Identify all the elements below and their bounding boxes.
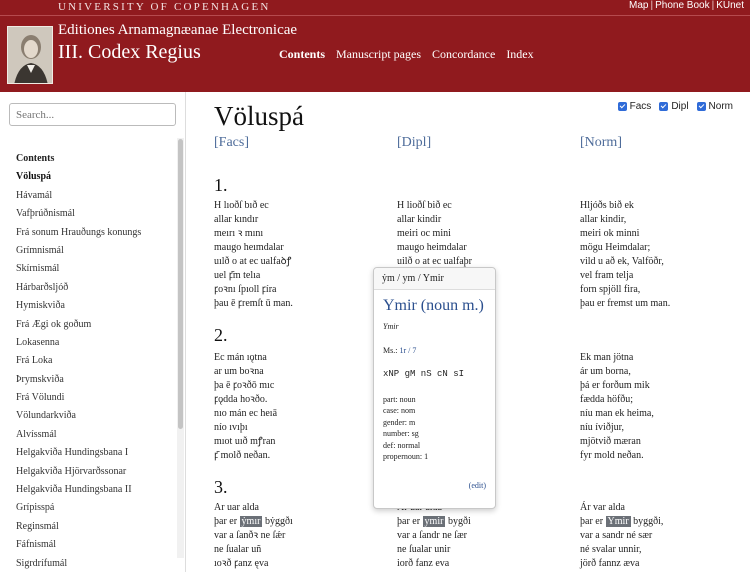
verse-line[interactable]: nío ıvıþı <box>214 422 248 433</box>
verse-line[interactable]: mögu Heimdalar; <box>580 242 651 253</box>
grammar-line: number: sg <box>383 429 419 439</box>
grammar-line: case: nom <box>383 406 416 416</box>
verse-line[interactable]: allar kindir, <box>580 214 627 225</box>
phone-book-link[interactable]: Phone Book <box>655 0 710 11</box>
checkbox-checked-icon[interactable] <box>697 102 706 111</box>
verse-line[interactable]: fyr mold neðan. <box>580 450 644 461</box>
verse-line[interactable]: var a ſanðꝛ ne ſǽr <box>214 530 286 541</box>
verse-line[interactable]: nıo mán ec heıā <box>214 408 278 419</box>
verse-line[interactable]: meırı ꝛ mını <box>214 228 264 239</box>
sidebar-scroll-thumb[interactable] <box>178 139 183 429</box>
norm-toggle[interactable] <box>697 101 733 112</box>
toc-item-voluspa[interactable]: Völuspá <box>16 171 52 183</box>
verse-line[interactable]: níu íviðjur, <box>580 422 625 433</box>
dipl-column-link[interactable]: [Dipl] <box>397 135 432 150</box>
verse-line[interactable] <box>214 515 293 529</box>
verse-line[interactable]: þá er forðum mik <box>580 380 650 391</box>
verse-line[interactable]: forn spjöll fira, <box>580 284 641 295</box>
popup-edit-link[interactable]: (edit) <box>468 481 486 490</box>
nav-contents[interactable]: Contents <box>279 47 326 61</box>
verse-line[interactable]: maugo heımdalar <box>214 242 284 253</box>
grammar-line: propernoun: 1 <box>383 452 429 462</box>
verse-line[interactable]: uılð o at ec ualfaꝺꝭ <box>214 256 292 267</box>
popup-lemma[interactable]: Ymir (noun m.) <box>383 297 484 314</box>
toggle-label: Facs <box>629 101 652 112</box>
popup-morph-code: xNP gM nS cN sI <box>383 369 465 379</box>
facs-column-link[interactable]: [Facs] <box>214 135 249 150</box>
toc-heading: Contents <box>16 153 55 164</box>
word-info-popup <box>373 267 496 509</box>
codex-title[interactable]: III. Codex Regius <box>58 41 201 63</box>
verse-line[interactable]: H lıoðſ bıð ec <box>214 200 269 211</box>
header-divider <box>0 15 750 16</box>
toc-item[interactable]: Helgakviða Hundingsbana II <box>16 484 132 496</box>
verse-line[interactable]: mıot uıð mꝭran <box>214 436 276 447</box>
popup-header: ẏm / ym / Ymir <box>374 268 495 290</box>
verse-line[interactable]: ar um boꝛna <box>214 366 264 377</box>
toc-item[interactable]: Alvíssmál <box>16 428 57 440</box>
verse-line[interactable]: þau er fremst um man. <box>580 298 671 309</box>
checkbox-checked-icon[interactable] <box>659 102 668 111</box>
verse-line[interactable]: ne ſualar uñ <box>214 544 262 555</box>
university-bar <box>0 0 750 14</box>
word[interactable]: bẏggðı <box>262 516 293 527</box>
toc-item[interactable]: Frá Loka <box>16 355 53 367</box>
verse-line[interactable]: Ek man jötna <box>580 352 634 363</box>
verse-line[interactable] <box>580 515 663 529</box>
verse-line[interactable]: allar kindir <box>397 214 442 225</box>
toc-item[interactable]: Sigrdrífumál <box>16 557 68 569</box>
word[interactable]: þar er <box>397 516 423 527</box>
verse-line[interactable]: vel fram telja <box>580 270 634 281</box>
verse-line[interactable]: uilð o at ec ualfaþr <box>397 256 472 267</box>
table-of-contents <box>16 152 141 572</box>
verse-line[interactable]: þau ē ꝼremſt ū man. <box>214 298 293 309</box>
verse-line[interactable]: uel ꝼ̄m telıa <box>214 270 261 281</box>
sidebar <box>0 92 186 572</box>
view-toggles <box>618 101 733 112</box>
toc-item[interactable]: Hymiskviða <box>16 300 65 312</box>
nav-concordance[interactable]: Concordance <box>432 47 496 61</box>
search-input[interactable] <box>9 103 176 126</box>
stanza-number: 2. <box>214 325 228 345</box>
university-name[interactable]: UNIVERSITY OF COPENHAGEN <box>58 1 271 13</box>
verse-line[interactable]: Ec mán ıǫtna <box>214 352 267 363</box>
verse-line[interactable]: né svalar unnir, <box>580 544 642 555</box>
toc-item[interactable]: Frá Völundi <box>16 392 65 404</box>
popup-grammar <box>383 394 428 462</box>
verse-line[interactable]: allar kındır <box>214 214 259 225</box>
university-links: Map | Phone Book | KUnet <box>629 0 744 11</box>
page-title: Völuspá <box>214 101 304 131</box>
verse-line[interactable]: Ár var alda <box>580 502 625 513</box>
nav-index[interactable]: Index <box>506 47 534 61</box>
verse-line[interactable]: ıoꝛð ꝼanz ęva <box>214 558 269 569</box>
verse-line[interactable]: ꝼ̄ molð neðan. <box>214 450 271 461</box>
verse-line[interactable]: Ar uar alda <box>214 502 259 513</box>
toc-item[interactable]: Helgakviða Hundingsbana I <box>16 447 129 459</box>
highlighted-word[interactable]: ẏmır <box>241 516 261 527</box>
dipl-stanza <box>397 199 472 269</box>
verse-line[interactable]: maugo heimdalar <box>397 242 467 253</box>
verse-line[interactable]: iorð fanz eva <box>397 558 450 569</box>
grammar-line: part: noun <box>383 395 416 404</box>
toc-item[interactable]: Frá Ægi ok goðum <box>16 318 92 330</box>
verse-line[interactable]: þa ē ꝼoꝛðō mıc <box>214 380 275 391</box>
toggle-label: Norm <box>708 101 733 112</box>
verse-line[interactable]: vild u að ek, Valföðr, <box>580 256 664 267</box>
toc-item[interactable]: Grípisspá <box>16 502 55 514</box>
site-header <box>0 0 750 92</box>
verse-line[interactable]: ꝼoꝛnı ſpıoll ꝼíra <box>214 284 277 295</box>
verse-line[interactable]: H lioðſ bið ec <box>397 200 452 211</box>
toc-item[interactable]: Völundarkviða <box>16 410 76 422</box>
checkbox-checked-icon[interactable] <box>618 102 627 111</box>
stanza-number: 3. <box>214 477 228 497</box>
verse-line[interactable]: mjötvið mæran <box>580 436 641 447</box>
verse-line[interactable]: fædda höfðu; <box>580 394 634 405</box>
verse-line[interactable]: meiri oc mini <box>397 228 451 239</box>
norm-stanza <box>580 199 670 311</box>
facs-stanza <box>214 501 293 571</box>
toc-item[interactable]: Hávamál <box>16 189 53 201</box>
toc-item[interactable]: Helgakviða Hjörvarðssonar <box>16 465 127 477</box>
facs-stanza <box>214 351 277 463</box>
toc-item[interactable]: Hárbarðsljóð <box>16 281 69 293</box>
verse-line[interactable]: ne ſualar unir <box>397 544 451 555</box>
facs-stanza <box>214 199 293 311</box>
facs-toggle[interactable] <box>618 101 652 112</box>
highlighted-word[interactable]: ymir <box>424 516 444 527</box>
ms-page-link[interactable]: 1r / 7 <box>399 346 417 355</box>
verse-line[interactable]: var a ſandr ne ſær <box>397 530 467 541</box>
dipl-toggle[interactable] <box>659 101 688 112</box>
toggle-label: Dipl <box>671 101 689 112</box>
toc-item[interactable]: Reginsmál <box>16 520 59 532</box>
verse-line[interactable]: ꝼǫdda hoꝛðo. <box>214 394 268 405</box>
verse-line[interactable]: meiri ok minni <box>580 228 640 239</box>
verse-line[interactable]: Hljóðs bið ek <box>580 200 634 211</box>
grammar-line: gender: m <box>383 417 416 427</box>
ms-label: Ms.: <box>383 346 398 355</box>
highlighted-word[interactable]: Ymir <box>607 516 629 527</box>
word[interactable]: bygði <box>445 516 471 527</box>
grammar-line: def: normal <box>383 440 421 450</box>
portrait-image[interactable] <box>7 26 53 84</box>
toc-item[interactable]: Skírnismál <box>16 263 60 275</box>
toc-item[interactable]: Grímnismál <box>16 244 64 256</box>
project-title[interactable]: Editiones Arnamagnæanae Electronicae <box>58 22 298 38</box>
nav-manuscript-pages[interactable]: Manuscript pages <box>336 47 421 61</box>
word[interactable]: þar er <box>580 516 606 527</box>
verse-line[interactable]: var a sandr né sær <box>580 530 653 541</box>
main-nav <box>279 47 545 62</box>
verse-line[interactable]: níu man ek heima, <box>580 408 654 419</box>
stanza-number: 1. <box>214 175 228 195</box>
toc-item[interactable]: Lokasenna <box>16 336 60 348</box>
toc-item[interactable]: Frá sonum Hrauðungs konungs <box>16 226 142 238</box>
map-link[interactable]: Map <box>629 0 649 11</box>
dipl-stanza <box>397 501 471 571</box>
verse-line[interactable]: ár um borna, <box>580 366 631 377</box>
norm-stanza <box>580 501 663 571</box>
toc-item[interactable]: Fáfnismál <box>16 539 56 551</box>
popup-lemma-form: Ymir <box>383 322 399 331</box>
toc-item[interactable]: Þrymskviða <box>16 373 64 385</box>
word[interactable]: þar er <box>214 516 240 527</box>
word[interactable]: byggði, <box>630 516 664 527</box>
verse-line[interactable] <box>397 515 471 529</box>
kunet-link[interactable]: KUnet <box>716 0 744 11</box>
norm-stanza <box>580 351 654 463</box>
toc-item[interactable]: Vafþrúðnismál <box>16 208 75 220</box>
popup-manuscript-ref <box>383 346 416 355</box>
verse-line[interactable]: jörð fannz æva <box>580 558 640 569</box>
norm-column-link[interactable]: [Norm] <box>580 135 622 150</box>
